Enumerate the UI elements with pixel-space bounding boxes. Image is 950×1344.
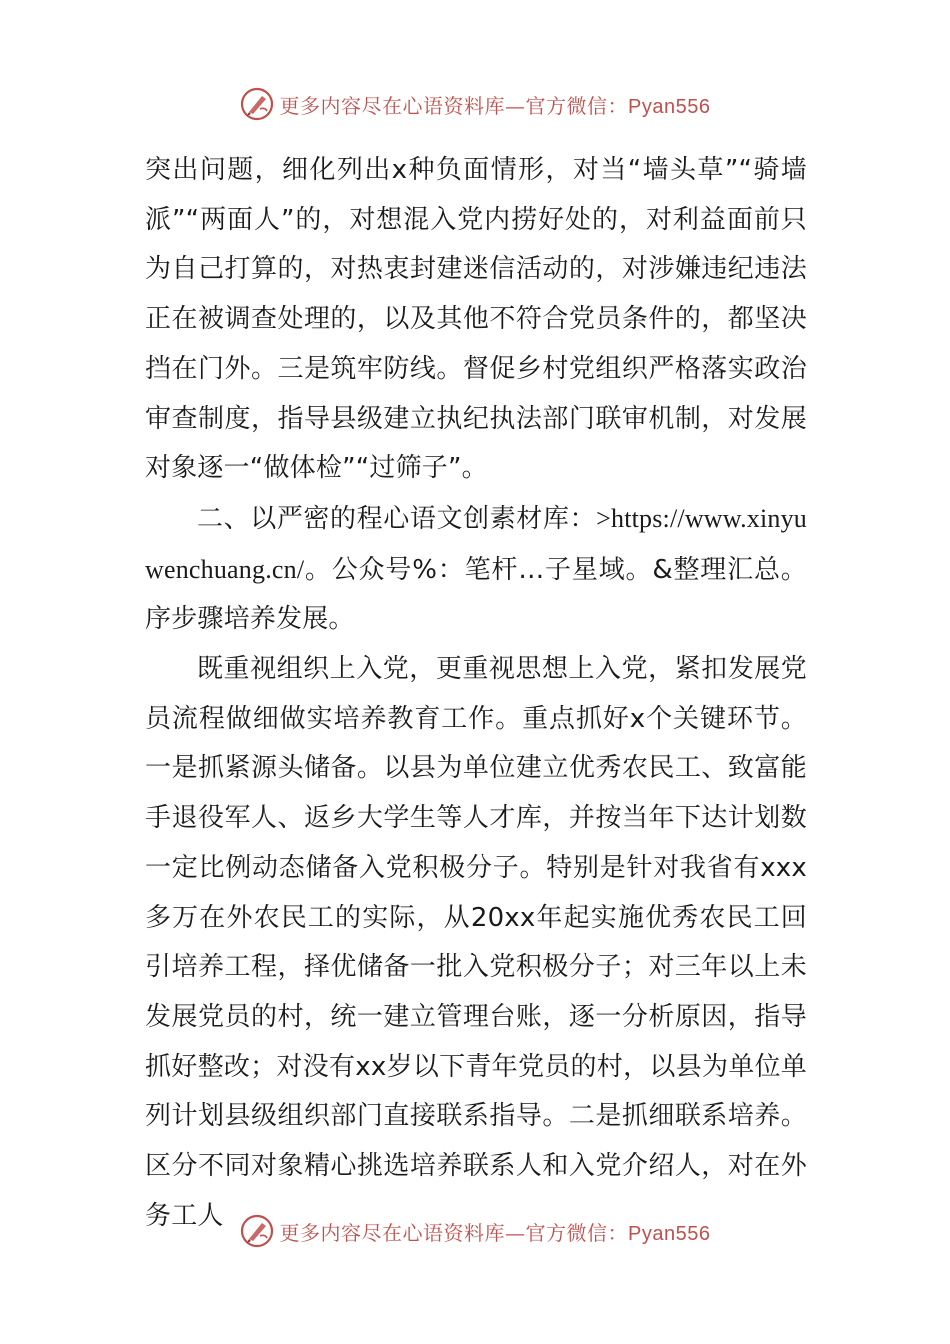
pen-seal-icon <box>240 1214 274 1248</box>
banner-handle: Pyan556 <box>628 95 711 118</box>
paragraph-2 <box>145 494 807 645</box>
banner-label: 更多内容尽在心语资料库—官方微信： <box>279 93 629 118</box>
heading-text-with-url: 二、以严密的程心语文创素材库：>https://www.xinyuwenchuang.cn/ <box>145 503 807 584</box>
banner-label: 更多内容尽在心语资料库—官方微信： <box>279 1220 629 1245</box>
heading-text-rest: 。公众号%：笔杆…子星域。&整理汇总。序步骤培养发展。 <box>145 554 807 635</box>
banner-text <box>280 1217 711 1246</box>
header-banner <box>0 84 950 124</box>
banner-handle: Pyan556 <box>628 1222 711 1245</box>
footer-banner <box>0 1211 950 1251</box>
banner-text <box>280 90 711 119</box>
paragraph-3: 既重视组织上入党，更重视思想上入党，紧扣发展党员流程做细做实培养教育工作。重点抓好x个关键环节。一是抓紧源头储备。以县为单位建立优秀农民工、致富能手退役军人、返乡大学生等人才库，并按当年下达计划数一定比例动态储备入党积极分子。特别是针对我省有xxx多万在外农民工的实际，从20xx年起实施优秀农民工回引培养工程，择优储备一批入党积极分子；对三年以上未发展党员的村，统一建立管理台账，逐一分析原因，指导抓好整改；对没有xx岁以下青年党员的村，以县为单位单列计划县级组织部门直接联系指导。二是抓细联系培养。区分不同对象精心挑选培养联系人和入党介绍人，对在外务工人 <box>145 654 807 1231</box>
paragraph-1: 突出问题，细化列出x种负面情形，对当“墙头草”“骑墙派”“两面人”的，对想混入党内捞好处的，对利益面前只为自己打算的，对热衷封建迷信活动的，对涉嫌违纪违法正在被调查处理的，以及其他不符合党员条件的，都坚决挡在门外。三是筑牢防线。督促乡村党组织严格落实政治审查制度，指导县级建立执纪执法部门联审机制，对发展对象逐一“做体检”“过筛子”。 <box>145 155 807 484</box>
pen-seal-icon <box>240 87 274 121</box>
document-body <box>145 146 807 1241</box>
